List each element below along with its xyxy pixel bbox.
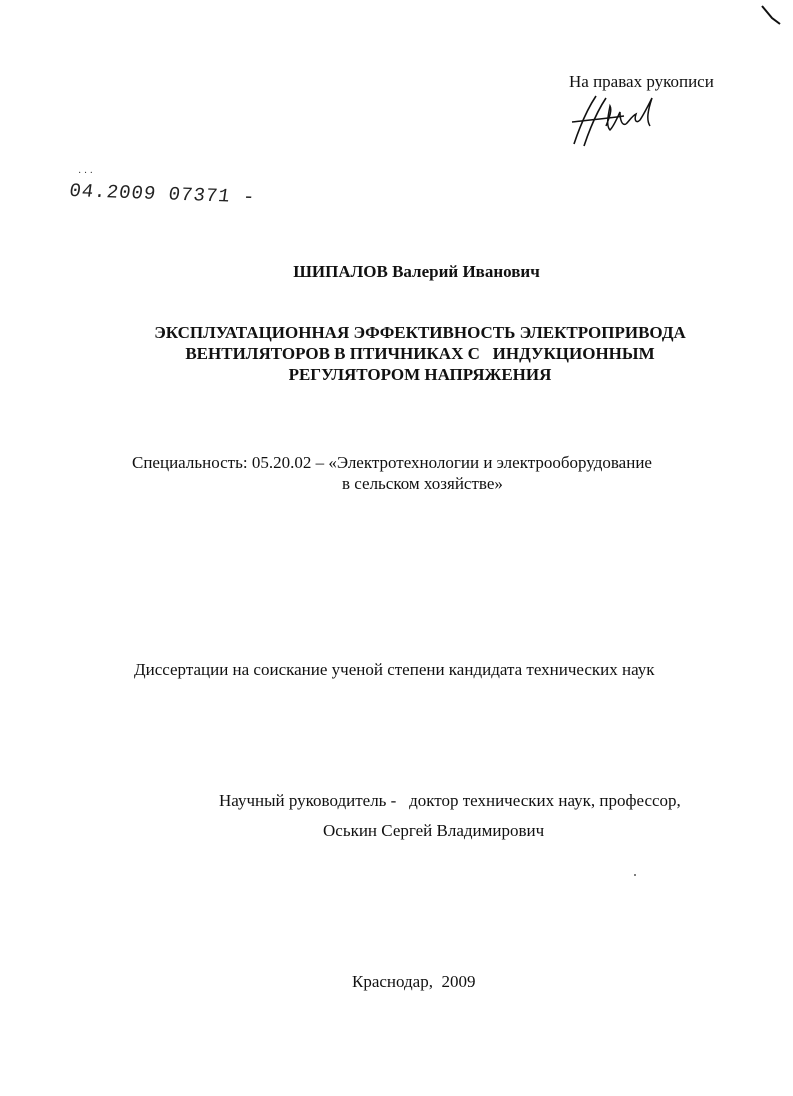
stamp-dots: · · · [78,168,93,179]
registration-stamp-number: 04.2009 07371 - [67,180,257,209]
manuscript-note: На правах рукописи [569,72,714,91]
city-year: Краснодар, 2009 [352,972,476,991]
supervisor-name: Оськин Сергей Владимирович [323,821,545,840]
title-line-3: РЕГУЛЯТОРОМ НАПРЯЖЕНИЯ [288,365,552,384]
signature-image [566,86,676,156]
stamp-number-text: 04.2009 07371 [67,180,233,208]
supervisor [219,786,681,846]
scan-speck [634,874,636,876]
author-name: ШИПАЛОВ Валерий Иванович [293,262,540,281]
specialty-line-2: в сельском хозяйстве» [342,474,503,493]
corner-pen-mark [760,4,784,26]
specialty-line-1: Специальность: 05.20.02 – «Электротехнологии и электрооборудование [132,453,652,472]
dissertation-title [100,322,740,385]
degree-statement: Диссертации на соискание ученой степени кандидата технических наук [134,660,655,679]
specialty [132,452,732,494]
title-line-2: ВЕНТИЛЯТОРОВ В ПТИЧНИКАХ С ИНДУКЦИОННЫМ [185,344,655,363]
title-line-1: ЭКСПЛУАТАЦИОННАЯ ЭФФЕКТИВНОСТЬ ЭЛЕКТРОПРИВОДА [154,323,686,342]
supervisor-title: Научный руководитель - доктор технических наук, профессор, [219,791,681,810]
